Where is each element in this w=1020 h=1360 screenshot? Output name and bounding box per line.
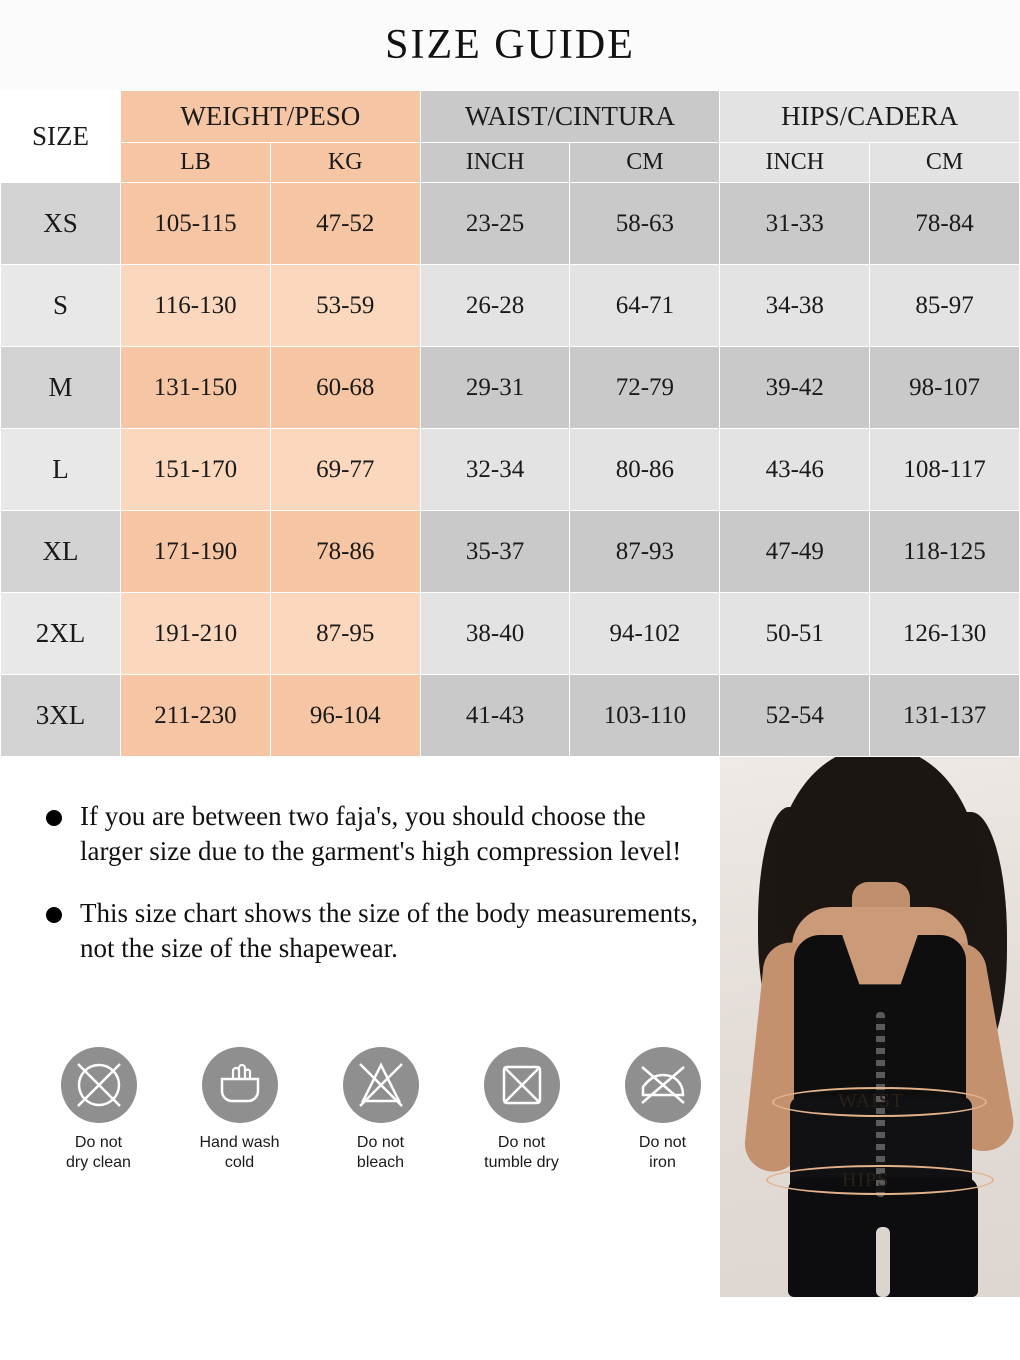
cell-weight-lb: 151-170	[121, 429, 271, 511]
cell-waist-cm: 64-71	[570, 265, 720, 347]
column-group-weight: WEIGHT/PESO	[121, 91, 421, 143]
care-item-no-iron	[610, 1047, 715, 1172]
cell-weight-lb: 191-210	[121, 593, 271, 675]
no-bleach-icon	[343, 1047, 419, 1123]
cell-hips-inch: 31-33	[720, 183, 870, 265]
table-row	[1, 183, 1020, 265]
cell-waist-cm: 72-79	[570, 347, 720, 429]
note-text: This size chart shows the size of the body measurements, not the size of the shapewear.	[80, 898, 698, 963]
cell-weight-lb: 105-115	[121, 183, 271, 265]
cell-weight-kg: 60-68	[270, 347, 420, 429]
cell-hips-cm: 85-97	[870, 265, 1020, 347]
care-label: Do not tumble dry	[484, 1134, 559, 1171]
cell-size: 3XL	[1, 675, 121, 757]
cell-weight-kg: 96-104	[270, 675, 420, 757]
column-header-hips-inch: INCH	[720, 143, 870, 183]
cell-weight-lb: 211-230	[121, 675, 271, 757]
care-label: Hand wash cold	[199, 1134, 280, 1171]
cell-weight-kg: 87-95	[270, 593, 420, 675]
cell-weight-kg: 69-77	[270, 429, 420, 511]
cell-size: M	[1, 347, 121, 429]
cell-weight-lb: 171-190	[121, 511, 271, 593]
cell-hips-inch: 47-49	[720, 511, 870, 593]
table-row	[1, 675, 1020, 757]
table-row	[1, 265, 1020, 347]
care-item-hand-wash-cold	[187, 1047, 292, 1172]
care-label: Do not bleach	[356, 1134, 405, 1171]
column-header-size: SIZE	[1, 91, 121, 183]
cell-hips-cm: 131-137	[870, 675, 1020, 757]
column-header-weight-lb: LB	[121, 143, 271, 183]
leg-gap	[876, 1227, 890, 1297]
cell-hips-inch: 50-51	[720, 593, 870, 675]
cell-size: XS	[1, 183, 121, 265]
cell-weight-lb: 116-130	[121, 265, 271, 347]
care-item-no-dry-clean	[46, 1047, 151, 1172]
table-row	[1, 593, 1020, 675]
care-instructions-row	[46, 1047, 715, 1172]
cell-size: L	[1, 429, 121, 511]
cell-hips-cm: 126-130	[870, 593, 1020, 675]
note-item	[46, 799, 706, 868]
column-header-hips-cm: CM	[870, 143, 1020, 183]
page-title: SIZE GUIDE	[385, 22, 635, 68]
cell-waist-cm: 80-86	[570, 429, 720, 511]
hand-wash-cold-icon	[202, 1047, 278, 1123]
cell-waist-inch: 38-40	[420, 593, 570, 675]
cell-hips-cm: 78-84	[870, 183, 1020, 265]
care-label: Do not iron	[638, 1134, 687, 1171]
cell-hips-inch: 43-46	[720, 429, 870, 511]
cell-waist-inch: 32-34	[420, 429, 570, 511]
table-row	[1, 511, 1020, 593]
table-row	[1, 347, 1020, 429]
model-photo	[720, 757, 1020, 1297]
lower-section	[0, 757, 1020, 1297]
column-group-waist: WAIST/CINTURA	[420, 91, 720, 143]
column-header-waist-inch: INCH	[420, 143, 570, 183]
cell-hips-inch: 52-54	[720, 675, 870, 757]
size-guide-table	[0, 90, 1020, 757]
care-item-no-bleach	[328, 1047, 433, 1172]
cell-waist-inch: 23-25	[420, 183, 570, 265]
column-header-waist-cm: CM	[570, 143, 720, 183]
cell-waist-inch: 41-43	[420, 675, 570, 757]
note-text: If you are between two faja's, you should choose the larger size due to the garment's high compression level!	[80, 801, 682, 866]
cell-weight-kg: 78-86	[270, 511, 420, 593]
cell-hips-inch: 34-38	[720, 265, 870, 347]
cell-waist-inch: 35-37	[420, 511, 570, 593]
no-tumble-dry-icon	[484, 1047, 560, 1123]
cell-waist-inch: 26-28	[420, 265, 570, 347]
cell-waist-cm: 103-110	[570, 675, 720, 757]
care-label: Do not dry clean	[66, 1134, 131, 1171]
cell-waist-cm: 87-93	[570, 511, 720, 593]
hips-label: HIPS	[842, 1169, 890, 1191]
cell-hips-cm: 118-125	[870, 511, 1020, 593]
cell-hips-inch: 39-42	[720, 347, 870, 429]
column-header-weight-kg: KG	[270, 143, 420, 183]
bullet-icon	[46, 907, 62, 923]
care-item-no-tumble-dry	[469, 1047, 574, 1172]
table-header-group-row	[1, 91, 1020, 143]
table-body	[1, 183, 1020, 757]
note-item	[46, 896, 706, 965]
bullet-icon	[46, 810, 62, 826]
table-header-sub-row	[1, 143, 1020, 183]
cell-size: 2XL	[1, 593, 121, 675]
notes-list	[46, 799, 706, 993]
waist-label: WAIST	[838, 1090, 905, 1112]
table-row	[1, 429, 1020, 511]
cell-size: S	[1, 265, 121, 347]
cell-waist-cm: 58-63	[570, 183, 720, 265]
table-header	[1, 91, 1020, 183]
no-dry-clean-icon	[61, 1047, 137, 1123]
cell-weight-kg: 53-59	[270, 265, 420, 347]
cell-weight-lb: 131-150	[121, 347, 271, 429]
cell-hips-cm: 108-117	[870, 429, 1020, 511]
no-iron-icon	[625, 1047, 701, 1123]
cell-weight-kg: 47-52	[270, 183, 420, 265]
cell-hips-cm: 98-107	[870, 347, 1020, 429]
cell-waist-cm: 94-102	[570, 593, 720, 675]
column-group-hips: HIPS/CADERA	[720, 91, 1020, 143]
cell-waist-inch: 29-31	[420, 347, 570, 429]
cell-size: XL	[1, 511, 121, 593]
title-bar	[0, 0, 1020, 90]
